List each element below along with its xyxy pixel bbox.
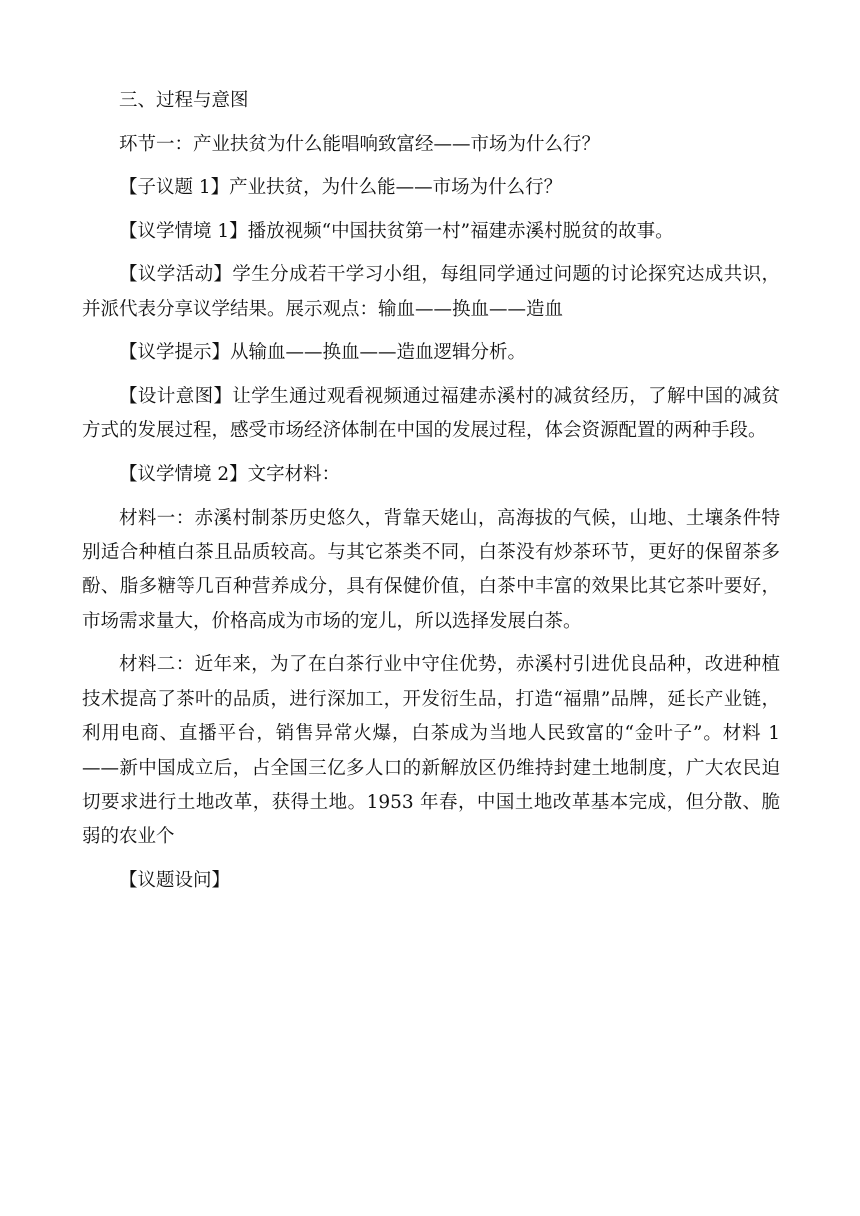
- section-heading: 三、过程与意图: [119, 90, 249, 111]
- learning-hint: 【议学提示】从输血——换血——造血逻辑分析。: [119, 342, 527, 364]
- design-intent: 【设计意图】让学生通过观看视频通过福建赤溪村的减贫经历，了解中国的减贫方式的发展过程，感受市场经济体制在中国的发展过程，体会资源配置的两种手段。: [82, 385, 780, 442]
- material-one: 材料一：赤溪村制茶历史悠久，背靠天姥山，高海拔的气候，山地、土壤条件特别适合种植白茶且品质较高。与其它茶类不同，白茶没有炒茶环节，更好的保留茶多酚、脂多糖等几百种营养成分，具有保健价值，白茶中丰富的效果比其它茶叶要好，市场需求量大，价格高成为市场的宠儿，所以选择发展白茶。: [82, 507, 780, 632]
- learning-activity: 【议学活动】学生分成若干学习小组，每组同学通过问题的讨论探究达成共识，并派代表分享议学结果。展示观点：输血——换血——造血: [82, 264, 780, 320]
- stage-one-heading: 环节一：产业扶贫为什么能唱响致富经——市场为什么行？: [119, 133, 601, 155]
- scenario-1: 【议学情境 1】播放视频“中国扶贫第一村”福建赤溪村脱贫的故事。: [119, 220, 674, 242]
- scenario-2: 【议学情境 2】文字材料：: [119, 463, 341, 485]
- document-body: [82, 84, 780, 908]
- sub-topic-1: 【子议题 1】产业扶贫，为什么能——市场为什么行？: [119, 177, 563, 199]
- material-two: 材料二：近年来，为了在白茶行业中守住优势，赤溪村引进优良品种，改进种植技术提高了茶叶的品质，进行深加工，开发衍生品，打造“福鼎”品牌，延长产业链，利用电商、直播平台，销售异常火爆，白茶成为当地人民致富的“金叶子”。材料 1——新中国成立后，占全国三亿多人口的新解放区仍维持封建土地制度，广大农民迫切要求进行土地改革，获得土地。1953 年春，中国土地改革基本完成，但分散、脆弱的农业个: [82, 654, 780, 848]
- topic-questions: 【议题设问】: [119, 870, 231, 891]
